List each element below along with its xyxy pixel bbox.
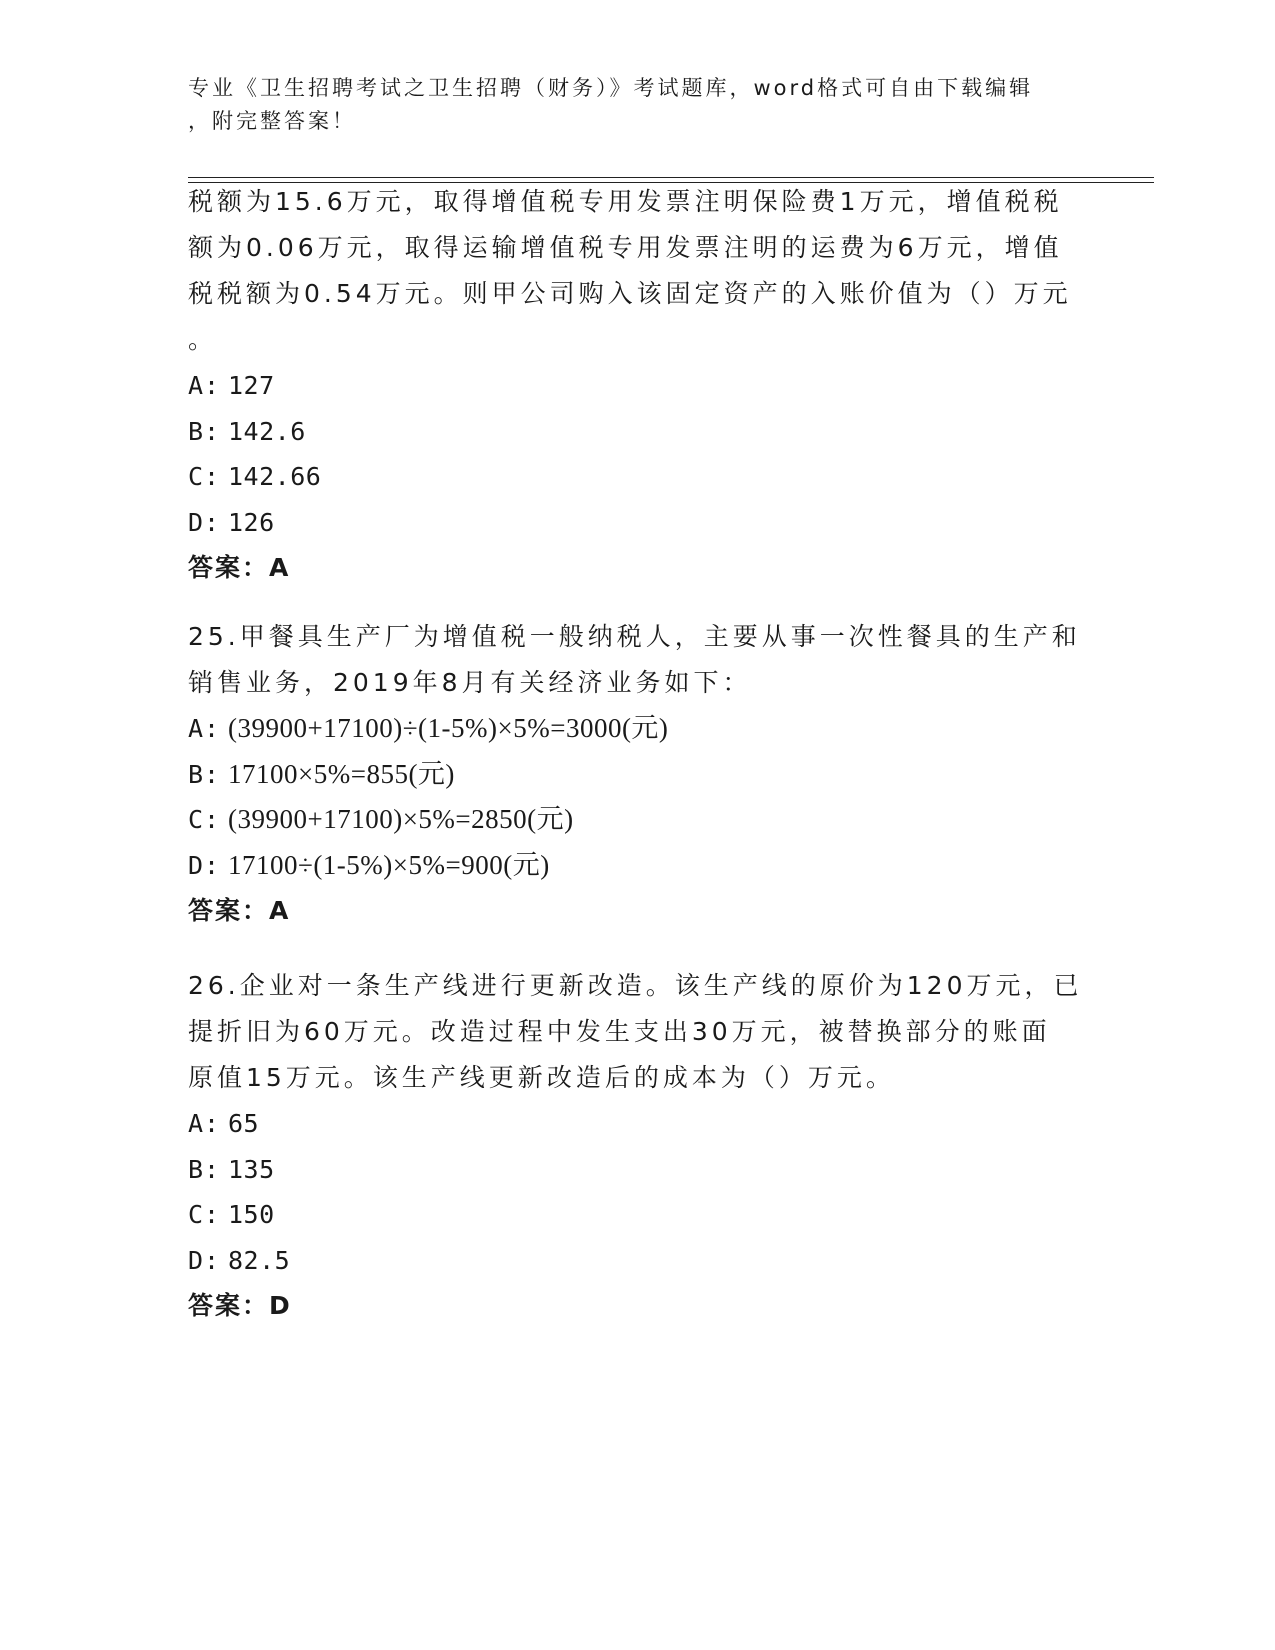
answer: 答案：A: [188, 553, 291, 582]
option-value: 65: [228, 1109, 260, 1138]
option-value: 142.66: [228, 462, 322, 491]
header-line-1: 专业《卫生招聘考试之卫生招聘（财务）》考试题库，word格式可自由下载编辑: [188, 76, 1034, 100]
option-value: (39900+17100)÷(1-5%)×5%=3000(元): [228, 713, 669, 743]
option-value: 17100÷(1-5%)×5%=900(元): [228, 849, 550, 880]
option-d: D: 126: [188, 507, 275, 537]
question-26: [188, 963, 1088, 1329]
question-text-line: 提折旧为60万元。改造过程中发生支出30万元，被替换部分的账面: [188, 1017, 1051, 1046]
option-d: D: 17100÷(1-5%)×5%=900(元): [188, 849, 550, 880]
header-divider-top: [188, 177, 1154, 178]
option-a: A: (39900+17100)÷(1-5%)×5%=3000(元): [188, 713, 669, 743]
option-b: B: 142.6: [188, 416, 306, 446]
question-24: [188, 179, 1088, 591]
question-text-line: 税税额为0.54万元。则甲公司购入该固定资产的入账价值为（）万元: [188, 279, 1072, 308]
option-value: 82.5: [228, 1245, 291, 1275]
question-text-line: 。: [188, 325, 218, 354]
question-text-line: 销售业务，2019年8月有关经济业务如下：: [188, 668, 752, 697]
option-value: 150: [228, 1200, 275, 1229]
question-text-line: 26.企业对一条生产线进行更新改造。该生产线的原价为120万元，已: [188, 971, 1083, 1000]
option-d: D: 82.5: [188, 1245, 291, 1275]
option-value: (39900+17100)×5%=2850(元): [228, 804, 574, 834]
option-a: A: 65: [188, 1109, 260, 1138]
header-line-2: ，附完整答案！: [188, 109, 356, 133]
question-text-line: 25.甲餐具生产厂为增值税一般纳税人，主要从事一次性餐具的生产和: [188, 622, 1081, 651]
option-c: C: (39900+17100)×5%=2850(元): [188, 804, 574, 834]
option-value: 142.6: [228, 416, 306, 446]
question-text-line: 税额为15.6万元，取得增值税专用发票注明保险费1万元，增值税税: [188, 187, 1063, 216]
option-value: 126: [228, 507, 275, 537]
option-a: A: 127: [188, 371, 275, 400]
option-value: 17100×5%=855(元): [228, 758, 455, 789]
option-b: B: 135: [188, 1154, 275, 1184]
question-25: [188, 614, 1088, 934]
option-value: 127: [228, 371, 275, 400]
option-b: B: 17100×5%=855(元): [188, 758, 455, 789]
document-header: [188, 72, 1088, 138]
option-c: C: 142.66: [188, 462, 322, 491]
question-text-line: 额为0.06万元，取得运输增值税专用发票注明的运费为6万元，增值: [188, 233, 1063, 262]
option-value: 135: [228, 1154, 275, 1184]
option-c: C: 150: [188, 1200, 275, 1229]
answer: 答案：D: [188, 1291, 292, 1320]
answer: 答案：A: [188, 896, 291, 925]
question-text-line: 原值15万元。该生产线更新改造后的成本为（）万元。: [188, 1063, 895, 1092]
